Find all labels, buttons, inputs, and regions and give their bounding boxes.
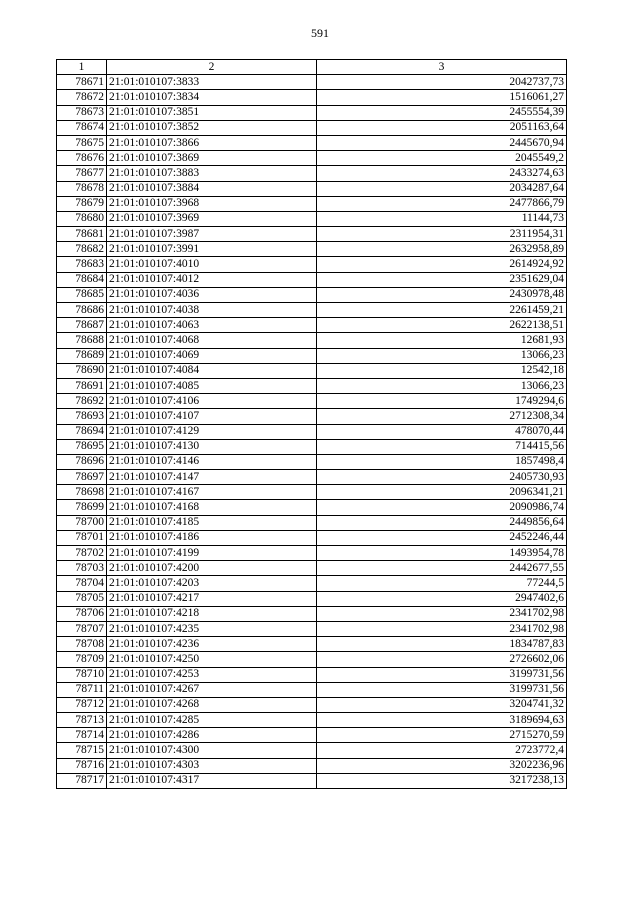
value-cell: 2712308,34 (317, 409, 567, 424)
row-number-cell: 78681 (57, 227, 107, 242)
table-row (57, 196, 567, 211)
row-number-cell: 78717 (57, 773, 107, 788)
row-number-cell: 78712 (57, 697, 107, 712)
cadastral-number-cell: 21:01:010107:4203 (107, 576, 317, 591)
cadastral-number-cell: 21:01:010107:4069 (107, 348, 317, 363)
row-number-cell: 78679 (57, 196, 107, 211)
value-cell: 12542,18 (317, 363, 567, 378)
cadastral-number-cell: 21:01:010107:4250 (107, 652, 317, 667)
table-row (57, 713, 567, 728)
table-row (57, 409, 567, 424)
value-cell: 13066,23 (317, 348, 567, 363)
cadastral-number-cell: 21:01:010107:4068 (107, 333, 317, 348)
value-cell: 3217238,13 (317, 773, 567, 788)
table-row (57, 348, 567, 363)
table-row (57, 454, 567, 469)
table-row (57, 242, 567, 257)
cadastral-number-cell: 21:01:010107:4085 (107, 378, 317, 393)
cadastral-number-cell: 21:01:010107:4167 (107, 485, 317, 500)
cadastral-number-cell: 21:01:010107:4303 (107, 758, 317, 773)
cadastral-number-cell: 21:01:010107:3987 (107, 227, 317, 242)
row-number-cell: 78700 (57, 515, 107, 530)
value-cell: 2452246,44 (317, 530, 567, 545)
value-cell: 2261459,21 (317, 303, 567, 318)
cadastral-number-cell: 21:01:010107:4038 (107, 303, 317, 318)
value-cell: 2096341,21 (317, 485, 567, 500)
value-cell: 714415,56 (317, 439, 567, 454)
table-body (57, 75, 567, 789)
value-cell: 2405730,93 (317, 470, 567, 485)
cadastral-number-cell: 21:01:010107:4036 (107, 287, 317, 302)
value-cell: 2715270,59 (317, 728, 567, 743)
row-number-cell: 78711 (57, 682, 107, 697)
row-number-cell: 78702 (57, 546, 107, 561)
table-row (57, 439, 567, 454)
value-cell: 1749294,6 (317, 394, 567, 409)
table-row (57, 637, 567, 652)
row-number-cell: 78672 (57, 90, 107, 105)
cadastral-number-cell: 21:01:010107:4012 (107, 272, 317, 287)
cadastral-number-cell: 21:01:010107:4146 (107, 454, 317, 469)
table-row (57, 682, 567, 697)
table-row (57, 318, 567, 333)
table-row (57, 257, 567, 272)
table-row (57, 697, 567, 712)
cadastral-number-cell: 21:01:010107:3991 (107, 242, 317, 257)
row-number-cell: 78710 (57, 667, 107, 682)
page-number: 591 (311, 26, 329, 40)
row-number-cell: 78676 (57, 151, 107, 166)
row-number-cell: 78705 (57, 591, 107, 606)
table-row (57, 394, 567, 409)
value-cell: 2726602,06 (317, 652, 567, 667)
table-row (57, 728, 567, 743)
cadastral-number-cell: 21:01:010107:3884 (107, 181, 317, 196)
table-row (57, 561, 567, 576)
value-cell: 2042737,73 (317, 75, 567, 90)
row-number-cell: 78694 (57, 424, 107, 439)
row-number-cell: 78696 (57, 454, 107, 469)
table-row (57, 500, 567, 515)
row-number-cell: 78707 (57, 621, 107, 636)
table-row (57, 378, 567, 393)
cadastral-number-cell: 21:01:010107:4218 (107, 606, 317, 621)
table-row (57, 287, 567, 302)
cadastral-number-cell: 21:01:010107:3869 (107, 151, 317, 166)
table-row (57, 743, 567, 758)
row-number-cell: 78697 (57, 470, 107, 485)
value-cell: 2341702,98 (317, 621, 567, 636)
table-row (57, 530, 567, 545)
cadastral-number-cell: 21:01:010107:4063 (107, 318, 317, 333)
table-row (57, 485, 567, 500)
column-header-2: 2 (107, 60, 317, 75)
cadastral-number-cell: 21:01:010107:4286 (107, 728, 317, 743)
value-cell: 1516061,27 (317, 90, 567, 105)
row-number-cell: 78704 (57, 576, 107, 591)
row-number-cell: 78699 (57, 500, 107, 515)
header-row (57, 60, 567, 75)
cadastral-number-cell: 21:01:010107:4235 (107, 621, 317, 636)
value-cell: 2947402,6 (317, 591, 567, 606)
value-cell: 2477866,79 (317, 196, 567, 211)
cadastral-number-cell: 21:01:010107:4236 (107, 637, 317, 652)
data-table (56, 59, 567, 789)
cadastral-number-cell: 21:01:010107:4268 (107, 697, 317, 712)
value-cell: 1493954,78 (317, 546, 567, 561)
row-number-cell: 78715 (57, 743, 107, 758)
table-row (57, 166, 567, 181)
row-number-cell: 78684 (57, 272, 107, 287)
row-number-cell: 78688 (57, 333, 107, 348)
value-cell: 1857498,4 (317, 454, 567, 469)
value-cell: 2051163,64 (317, 120, 567, 135)
cadastral-number-cell: 21:01:010107:3969 (107, 211, 317, 226)
cadastral-number-cell: 21:01:010107:3883 (107, 166, 317, 181)
value-cell: 3189694,63 (317, 713, 567, 728)
value-cell: 2622138,51 (317, 318, 567, 333)
table-row (57, 363, 567, 378)
cadastral-number-cell: 21:01:010107:4300 (107, 743, 317, 758)
row-number-cell: 78716 (57, 758, 107, 773)
row-number-cell: 78693 (57, 409, 107, 424)
row-number-cell: 78692 (57, 394, 107, 409)
value-cell: 11144,73 (317, 211, 567, 226)
cadastral-number-cell: 21:01:010107:4200 (107, 561, 317, 576)
value-cell: 2442677,55 (317, 561, 567, 576)
cadastral-number-cell: 21:01:010107:4107 (107, 409, 317, 424)
row-number-cell: 78703 (57, 561, 107, 576)
row-number-cell: 78673 (57, 105, 107, 120)
value-cell: 2430978,48 (317, 287, 567, 302)
column-header-3: 3 (317, 60, 567, 75)
value-cell: 2433274,63 (317, 166, 567, 181)
table-row (57, 515, 567, 530)
row-number-cell: 78678 (57, 181, 107, 196)
value-cell: 12681,93 (317, 333, 567, 348)
cadastral-number-cell: 21:01:010107:4106 (107, 394, 317, 409)
value-cell: 2341702,98 (317, 606, 567, 621)
row-number-cell: 78671 (57, 75, 107, 90)
table-row (57, 227, 567, 242)
table-row (57, 546, 567, 561)
value-cell: 13066,23 (317, 378, 567, 393)
table-row (57, 758, 567, 773)
table-row (57, 667, 567, 682)
row-number-cell: 78675 (57, 135, 107, 150)
row-number-cell: 78714 (57, 728, 107, 743)
table-row (57, 75, 567, 90)
cadastral-number-cell: 21:01:010107:3834 (107, 90, 317, 105)
row-number-cell: 78695 (57, 439, 107, 454)
row-number-cell: 78674 (57, 120, 107, 135)
table-row (57, 773, 567, 788)
row-number-cell: 78680 (57, 211, 107, 226)
table-row (57, 576, 567, 591)
value-cell: 2723772,4 (317, 743, 567, 758)
value-cell: 2351629,04 (317, 272, 567, 287)
value-cell: 2614924,92 (317, 257, 567, 272)
cadastral-number-cell: 21:01:010107:4285 (107, 713, 317, 728)
cadastral-number-cell: 21:01:010107:3851 (107, 105, 317, 120)
table-row (57, 90, 567, 105)
value-cell: 2034287,64 (317, 181, 567, 196)
column-header-1: 1 (57, 60, 107, 75)
row-number-cell: 78701 (57, 530, 107, 545)
cadastral-number-cell: 21:01:010107:3833 (107, 75, 317, 90)
cadastral-number-cell: 21:01:010107:3866 (107, 135, 317, 150)
table-row (57, 621, 567, 636)
cadastral-number-cell: 21:01:010107:4199 (107, 546, 317, 561)
cadastral-number-cell: 21:01:010107:4129 (107, 424, 317, 439)
row-number-cell: 78685 (57, 287, 107, 302)
value-cell: 2449856,64 (317, 515, 567, 530)
table-row (57, 151, 567, 166)
table-row (57, 470, 567, 485)
row-number-cell: 78708 (57, 637, 107, 652)
table-row (57, 181, 567, 196)
row-number-cell: 78677 (57, 166, 107, 181)
row-number-cell: 78713 (57, 713, 107, 728)
table-row (57, 272, 567, 287)
cadastral-number-cell: 21:01:010107:4084 (107, 363, 317, 378)
value-cell: 2090986,74 (317, 500, 567, 515)
table-row (57, 652, 567, 667)
cadastral-number-cell: 21:01:010107:4253 (107, 667, 317, 682)
value-cell: 1834787,83 (317, 637, 567, 652)
value-cell: 2045549,2 (317, 151, 567, 166)
value-cell: 3199731,56 (317, 682, 567, 697)
value-cell: 77244,5 (317, 576, 567, 591)
cadastral-number-cell: 21:01:010107:4217 (107, 591, 317, 606)
value-cell: 3202236,96 (317, 758, 567, 773)
table-row (57, 120, 567, 135)
row-number-cell: 78690 (57, 363, 107, 378)
value-cell: 2632958,89 (317, 242, 567, 257)
cadastral-number-cell: 21:01:010107:4010 (107, 257, 317, 272)
table-row (57, 424, 567, 439)
cadastral-number-cell: 21:01:010107:4168 (107, 500, 317, 515)
row-number-cell: 78682 (57, 242, 107, 257)
row-number-cell: 78687 (57, 318, 107, 333)
value-cell: 3204741,32 (317, 697, 567, 712)
value-cell: 2455554,39 (317, 105, 567, 120)
table-row (57, 591, 567, 606)
table-row (57, 606, 567, 621)
row-number-cell: 78709 (57, 652, 107, 667)
row-number-cell: 78691 (57, 378, 107, 393)
cadastral-number-cell: 21:01:010107:4130 (107, 439, 317, 454)
value-cell: 478070,44 (317, 424, 567, 439)
cadastral-number-cell: 21:01:010107:3968 (107, 196, 317, 211)
cadastral-number-cell: 21:01:010107:4267 (107, 682, 317, 697)
cadastral-number-cell: 21:01:010107:4317 (107, 773, 317, 788)
table-row (57, 303, 567, 318)
table-row (57, 135, 567, 150)
row-number-cell: 78683 (57, 257, 107, 272)
cadastral-number-cell: 21:01:010107:4147 (107, 470, 317, 485)
table-row (57, 333, 567, 348)
cadastral-number-cell: 21:01:010107:4185 (107, 515, 317, 530)
row-number-cell: 78706 (57, 606, 107, 621)
row-number-cell: 78686 (57, 303, 107, 318)
row-number-cell: 78698 (57, 485, 107, 500)
row-number-cell: 78689 (57, 348, 107, 363)
value-cell: 3199731,56 (317, 667, 567, 682)
cadastral-number-cell: 21:01:010107:3852 (107, 120, 317, 135)
table-row (57, 105, 567, 120)
table-row (57, 211, 567, 226)
value-cell: 2311954,31 (317, 227, 567, 242)
cadastral-number-cell: 21:01:010107:4186 (107, 530, 317, 545)
value-cell: 2445670,94 (317, 135, 567, 150)
